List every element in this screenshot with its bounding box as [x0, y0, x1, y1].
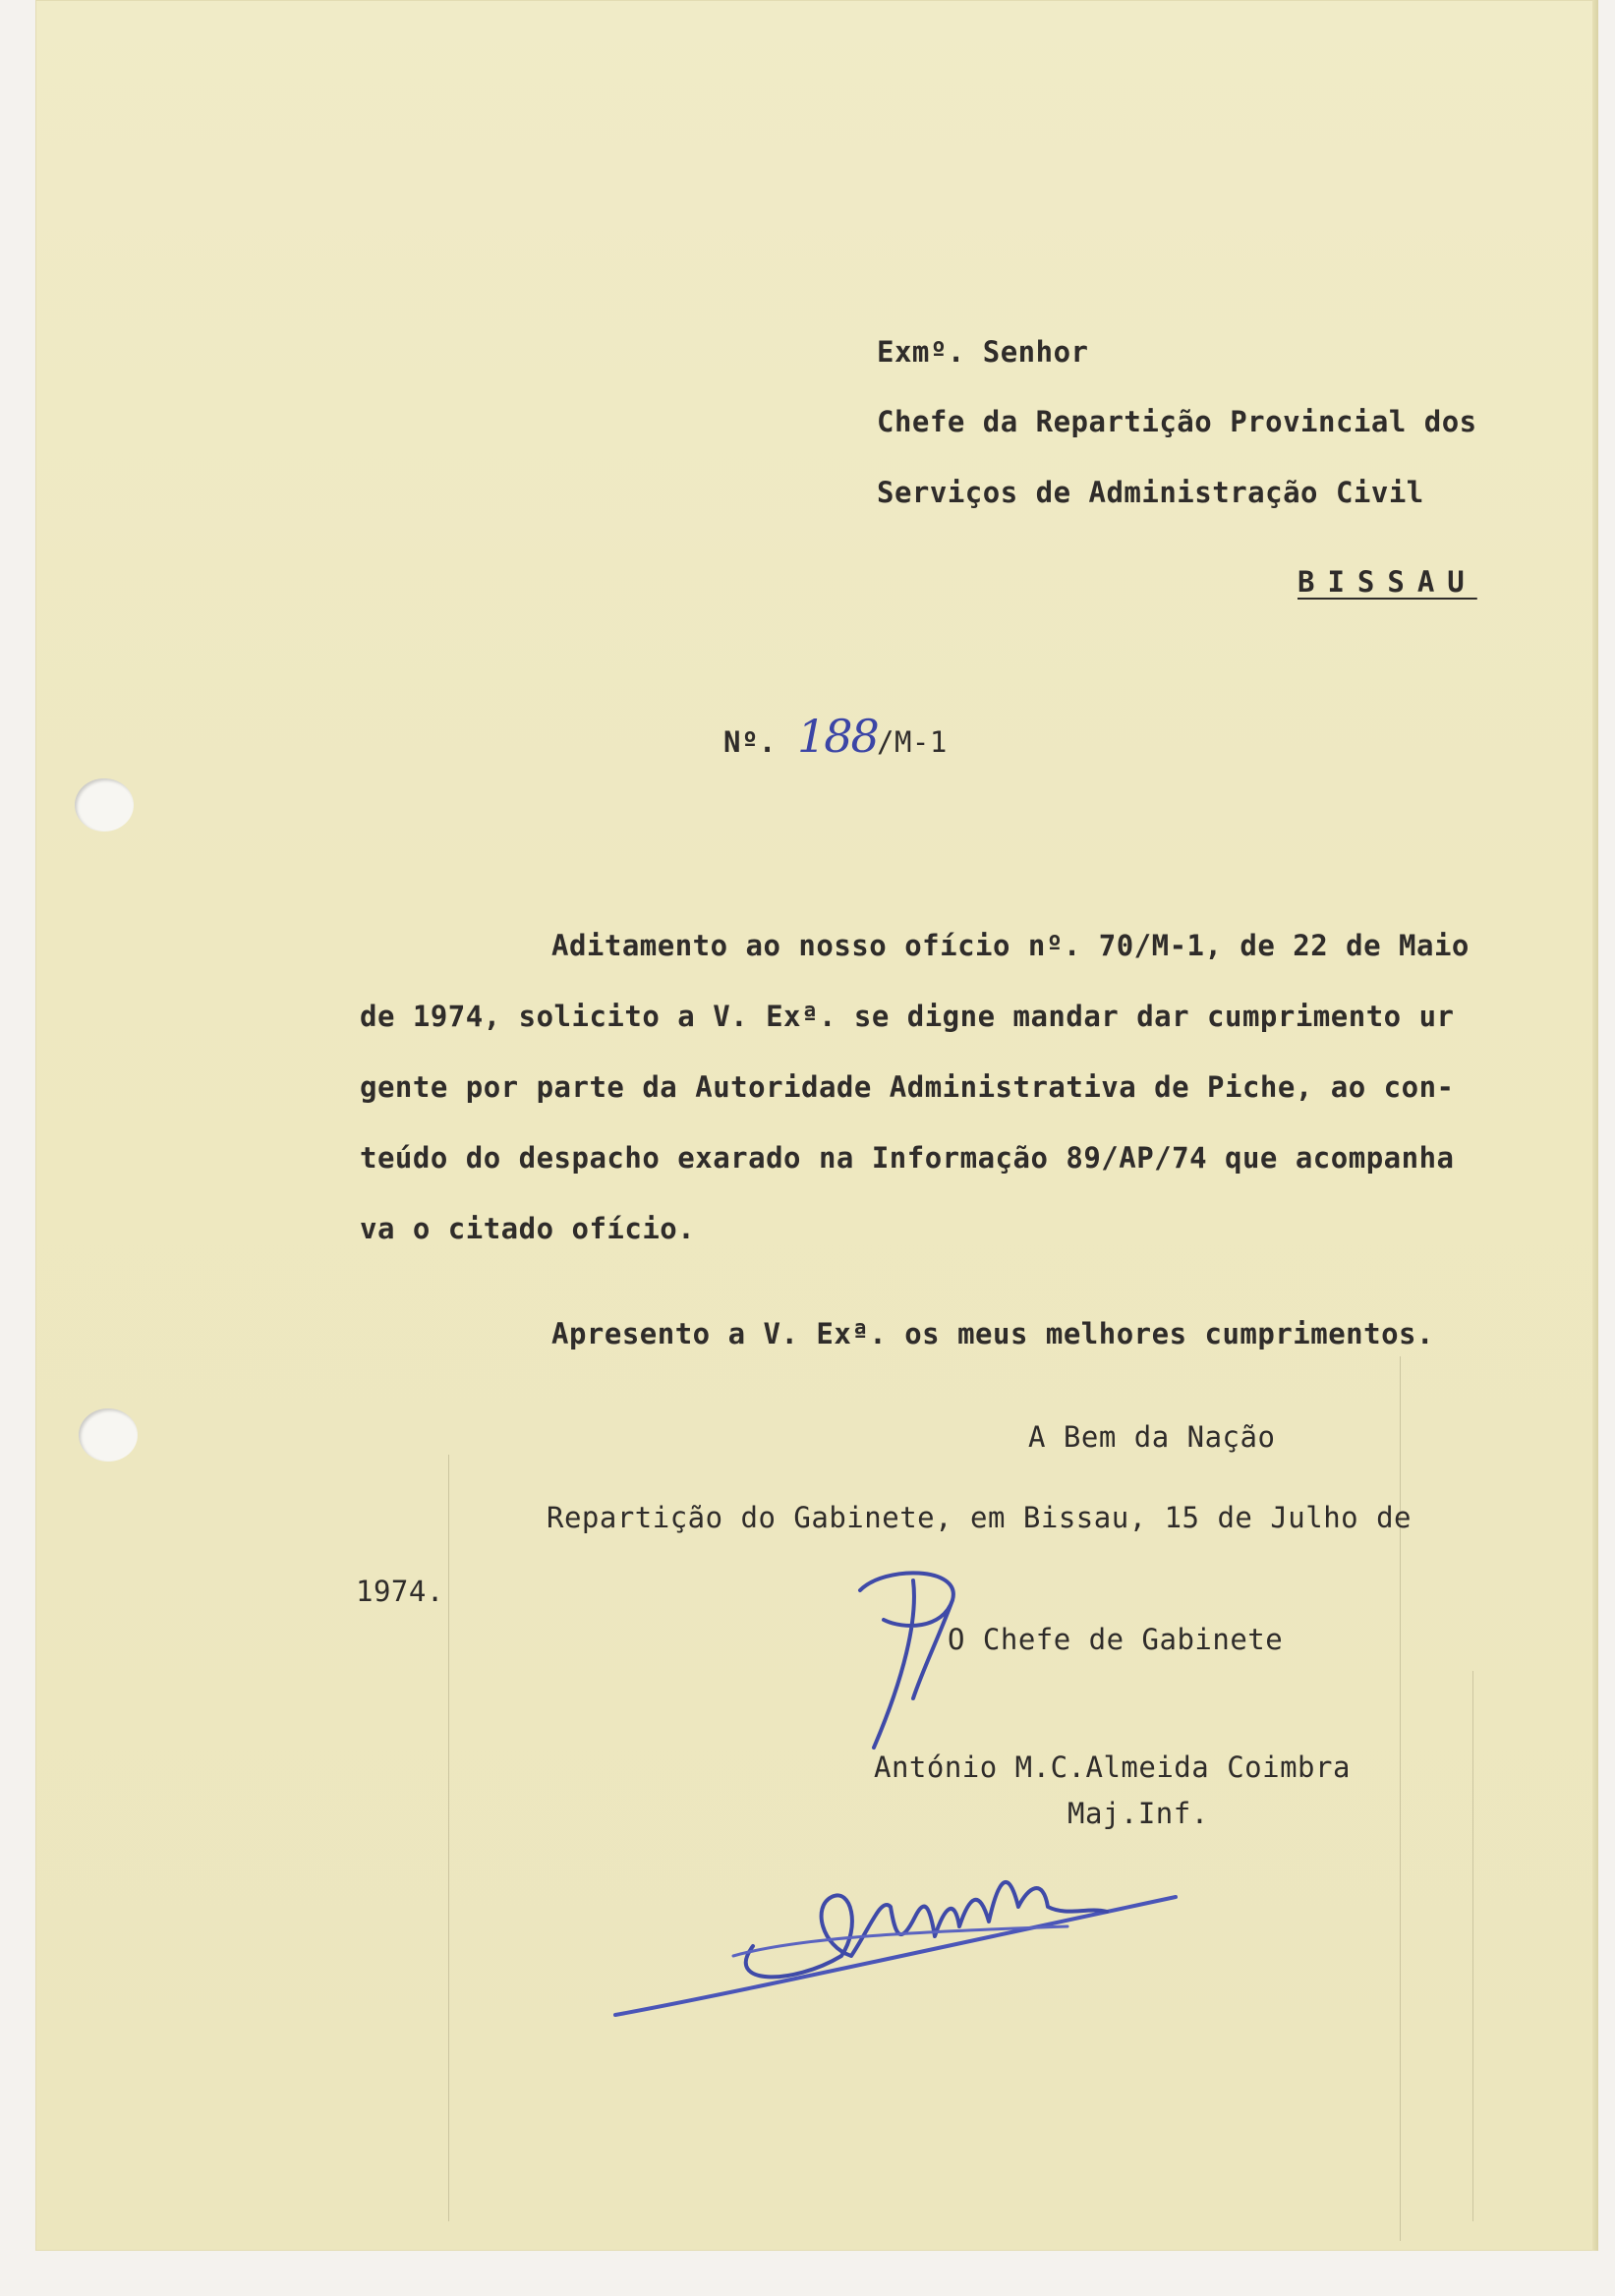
- paper-sheet: [35, 0, 1598, 2251]
- handwritten-initials: [844, 1561, 982, 1767]
- punch-hole-top: [75, 778, 134, 832]
- addressee-city: BISSAU: [1298, 565, 1477, 599]
- paper-crease: [448, 1455, 449, 2221]
- body-line-3: gente por parte da Autoridade Administrativa de Piche, ao con-: [360, 1070, 1455, 1104]
- paper-edge: [1592, 0, 1598, 2251]
- body-line-4: teúdo do despacho exarado na Informação 89/AP/74 que acompanha: [360, 1141, 1455, 1175]
- year: 1974.: [356, 1575, 444, 1608]
- body-line-2: de 1974, solicito a V. Exª. se digne mandar dar cumprimento ur: [360, 1000, 1455, 1033]
- reference-number-handwritten: 188: [797, 710, 878, 763]
- signatory-position: O Chefe de Gabinete: [948, 1623, 1284, 1656]
- addressee-title-line-2: Serviços de Administração Civil: [877, 476, 1424, 509]
- reference-prefix: Nº.: [723, 725, 777, 759]
- punch-hole-bottom: [79, 1408, 138, 1462]
- addressee-title-line-1: Chefe da Repartição Provincial dos: [877, 405, 1477, 438]
- paper-crease: [1472, 1671, 1473, 2221]
- body-line-5: va o citado ofício.: [360, 1212, 696, 1245]
- body-line-1: Aditamento ao nosso ofício nº. 70/M-1, de 22 de Maio: [551, 929, 1470, 962]
- signatory-rank: Maj.Inf.: [1067, 1797, 1209, 1830]
- motto: A Bem da Nação: [1028, 1420, 1276, 1454]
- signatory-name: António M.C.Almeida Coimbra: [874, 1751, 1351, 1784]
- reference-suffix: /M-1: [877, 725, 948, 759]
- signature: [606, 1808, 1215, 2025]
- salutation: Exmº. Senhor: [877, 335, 1089, 369]
- paper-crease: [1400, 1356, 1401, 2241]
- place-and-date: Repartição do Gabinete, em Bissau, 15 de Julho de: [547, 1501, 1413, 1534]
- greeting: Apresento a V. Exª. os meus melhores cumprimentos.: [551, 1317, 1434, 1350]
